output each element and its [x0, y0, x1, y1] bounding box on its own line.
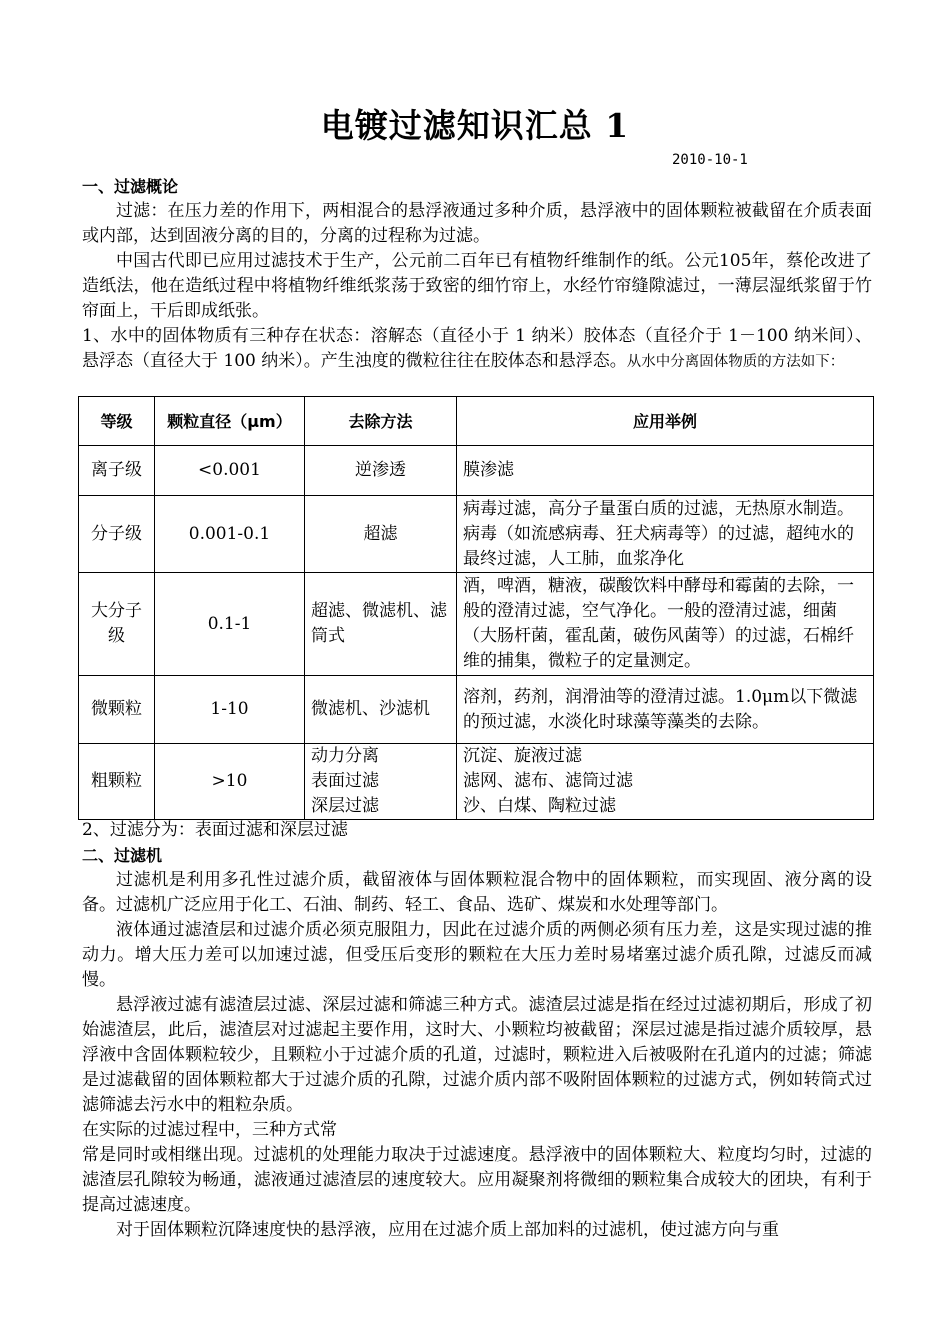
- table-header-example: 应用举例: [457, 397, 874, 446]
- row-method: 微滤机、沙滤机: [305, 676, 457, 744]
- row-grade: 离子级: [79, 446, 155, 496]
- table-row: [79, 573, 874, 676]
- row-method: [305, 744, 457, 820]
- document-date: 2010-10-1: [672, 152, 748, 168]
- section-2-heading: 二、过滤机: [82, 846, 163, 865]
- table-row: [79, 446, 874, 496]
- row-example: 病毒过滤，高分子量蛋白质的过滤，无热原水制造。病毒（如流感病毒、狂犬病毒等）的过滤，超纯水的最终过滤，人工肺，血浆净化: [457, 496, 874, 573]
- row-grade: 粗颗粒: [79, 744, 155, 820]
- table-header-grade: 等级: [79, 397, 155, 446]
- section-1-paragraph-2: 中国古代即已应用过滤技术于生产，公元前二百年已有植物纤维制作的纸。公元105年，蔡伦改进了造纸法，他在造纸过程中将植物纤维纸浆荡于致密的细竹帘上，水经竹帘缝隙滤过，一薄层湿纸浆留于竹帘面上，干后即成纸张。: [82, 251, 872, 321]
- row-grade: 分子级: [79, 496, 155, 573]
- row-size: 1-10: [155, 676, 305, 744]
- table-header-size: 颗粒直径（μm）: [155, 397, 305, 446]
- row-example: [457, 744, 874, 820]
- row-example: 膜渗滤: [457, 446, 874, 496]
- document-title: 电镀过滤知识汇总 1: [320, 106, 630, 145]
- section-2-paragraph-6: 对于固体颗粒沉降速度快的悬浮液，应用在过滤介质上部加料的过滤机，使过滤方向与重: [116, 1220, 779, 1240]
- row-method: 超滤、微滤机、滤筒式: [305, 573, 457, 676]
- table-row: [79, 676, 874, 744]
- row-example: 溶剂，药剂，润滑油等的澄清过滤。1.0μm以下微滤的预过滤，水淡化时球藻等藻类的去除。: [457, 676, 874, 744]
- section-2-paragraph-5: 常是同时或相继出现。过滤机的处理能力取决于过滤速度。悬浮液中的固体颗粒大、粒度均匀时，过滤的滤渣层孔隙较为畅通，滤液通过滤渣层的速度较大。应用凝聚剂将微细的颗粒集合成较大的团块，有利于提高过滤速度。: [82, 1145, 872, 1215]
- row-size: <0.001: [155, 446, 305, 496]
- section-2-paragraph-4: 在实际的过滤过程中，三种方式常: [82, 1120, 337, 1140]
- row-size: >10: [155, 744, 305, 820]
- section-2-paragraph-2: 液体通过滤渣层和过滤介质必须克服阻力，因此在过滤介质的两侧必须有压力差，这是实现过滤的推动力。增大压力差可以加速过滤，但受压后变形的颗粒在大压力差时易堵塞过滤介质孔隙，过滤反而减慢。: [82, 920, 872, 990]
- section-1: [82, 174, 872, 375]
- table-header-row: [79, 397, 874, 446]
- row-size: 0.1-1: [155, 573, 305, 676]
- section-1-paragraph-3-small: 从水中分离固体物质的方法如下：: [626, 354, 845, 370]
- row-example-line: 滤网、滤布、滤筒过滤: [463, 771, 633, 791]
- section-2-paragraph-3: 悬浮液过滤有滤渣层过滤、深层过滤和筛滤三种方式。滤渣层过滤是指在经过过滤初期后，形成了初始滤渣层，此后，滤渣层对过滤起主要作用，这时大、小颗粒均被截留；深层过滤是指过滤介质较厚，悬浮液中含固体颗粒较少，且颗粒小于过滤介质的孔道，过滤时，颗粒进入后被吸附在孔道内的过滤；筛滤是过滤截留的固体颗粒都大于过滤介质的孔隙，过滤介质内部不吸附固体颗粒的过滤方式，例如转筒式过滤筛滤去污水中的粗粒杂质。: [82, 995, 872, 1115]
- filtration-table: [78, 396, 874, 820]
- row-grade: 大分子级: [79, 573, 155, 676]
- section-1-paragraph-3: [82, 324, 872, 375]
- section-1-paragraph-1: 过滤：在压力差的作用下，两相混合的悬浮液通过多种介质，悬浮液中的固体颗粒被截留在介质表面或内部，达到固液分离的目的，分离的过程称为过滤。: [82, 201, 872, 246]
- table-row: [79, 744, 874, 820]
- row-example-line: 沙、白煤、陶粒过滤: [463, 796, 616, 816]
- section-2: [82, 818, 872, 1243]
- section-1-heading: 一、过滤概论: [82, 177, 179, 196]
- row-grade: 微颗粒: [79, 676, 155, 744]
- row-method-line: 表面过滤: [311, 771, 379, 791]
- row-method: 逆渗透: [305, 446, 457, 496]
- section-1-paragraph-3-text: 1、水中的固体物质有三种存在状态：溶解态（直径小于 1 纳米）胶体态（直径介于 1－100 纳米间）、悬浮态（直径大于 100 纳米）。产生浊度的微粒往往在胶体态和悬浮态。: [82, 326, 872, 371]
- section-2-paragraph-1: 过滤机是利用多孔性过滤介质，截留液体与固体颗粒混合物中的固体颗粒，而实现固、液分离的设备。过滤机广泛应用于化工、石油、制药、轻工、食品、选矿、煤炭和水处理等部门。: [82, 870, 872, 915]
- row-size: 0.001-0.1: [155, 496, 305, 573]
- table-header-method: 去除方法: [305, 397, 457, 446]
- section-1-after-table: 2、过滤分为：表面过滤和深层过滤: [82, 820, 348, 840]
- row-method: 超滤: [305, 496, 457, 573]
- row-method-line: 深层过滤: [311, 796, 379, 816]
- table-row: [79, 496, 874, 573]
- row-example-line: 沉淀、旋液过滤: [463, 746, 582, 766]
- row-method-line: 动力分离: [311, 746, 379, 766]
- row-example: 酒，啤酒，糖液，碳酸饮料中酵母和霉菌的去除，一般的澄清过滤，空气净化。一般的澄清过滤，细菌（大肠杆菌，霍乱菌，破伤风菌等）的过滤，石棉纤维的捕集，微粒子的定量测定。: [457, 573, 874, 676]
